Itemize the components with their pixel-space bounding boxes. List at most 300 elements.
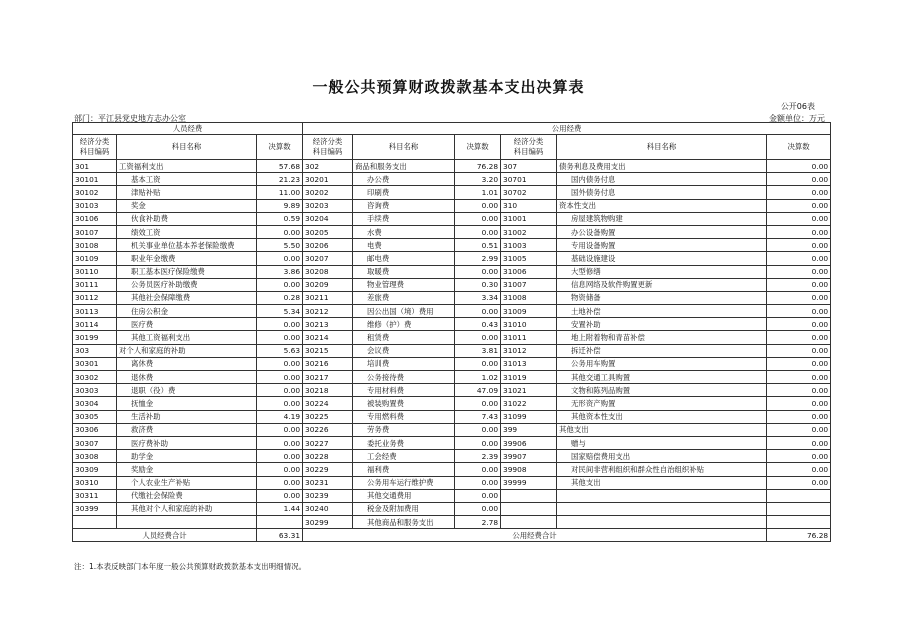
- col-code-header: 经济分类 科目编码: [303, 135, 353, 160]
- public-name-cell: 国内债务付息: [557, 173, 767, 186]
- public-name-cell: 安置补助: [557, 318, 767, 331]
- public-amount-cell: 0.00: [767, 436, 831, 449]
- public-name-cell: 差旅费: [353, 291, 455, 304]
- personnel-name-cell: 医疗费: [117, 318, 257, 331]
- public-amount-cell: 47.09: [455, 384, 501, 397]
- unit-label: 金额单位：万元: [769, 114, 825, 123]
- personnel-name-cell: 离休费: [117, 357, 257, 370]
- personnel-code-cell: 30102: [73, 186, 117, 199]
- personnel-code-cell: 30114: [73, 318, 117, 331]
- public-code-cell: 39999: [501, 476, 557, 489]
- public-code-cell: 30208: [303, 265, 353, 278]
- public-amount-cell: 0.00: [767, 239, 831, 252]
- public-total-amount: 76.28: [767, 529, 831, 542]
- public-code-cell: 30214: [303, 331, 353, 344]
- personnel-amount-cell: [257, 516, 303, 529]
- personnel-code-cell: 30311: [73, 489, 117, 502]
- public-code-cell: 39907: [501, 450, 557, 463]
- public-amount-cell: 0.00: [767, 318, 831, 331]
- personnel-name-cell: 绩效工资: [117, 225, 257, 238]
- public-name-cell: 水费: [353, 225, 455, 238]
- public-amount-cell: 0.00: [455, 502, 501, 515]
- personnel-amount-cell: 5.63: [257, 344, 303, 357]
- table-row: [73, 212, 831, 225]
- public-code-cell: 39908: [501, 463, 557, 476]
- personnel-amount-cell: 9.89: [257, 199, 303, 212]
- public-name-cell: 税金及附加费用: [353, 502, 455, 515]
- public-amount-cell: 0.00: [455, 423, 501, 436]
- table-row: [73, 252, 831, 265]
- personnel-name-cell: 代缴社会保险费: [117, 489, 257, 502]
- personnel-code-cell: 30112: [73, 291, 117, 304]
- personnel-code-cell: 30307: [73, 436, 117, 449]
- public-code-cell: [501, 502, 557, 515]
- public-amount-cell: 0.00: [455, 476, 501, 489]
- public-amount-cell: 0.30: [455, 278, 501, 291]
- public-amount-cell: 0.00: [455, 436, 501, 449]
- personnel-name-cell: 其他工资福利支出: [117, 331, 257, 344]
- public-name-cell: 取暖费: [353, 265, 455, 278]
- personnel-amount-cell: 0.00: [257, 463, 303, 476]
- personnel-name-cell: 抚恤金: [117, 397, 257, 410]
- public-amount-cell: 0.00: [767, 450, 831, 463]
- personnel-total-label: 人员经费合计: [73, 529, 257, 542]
- public-code-cell: 310: [501, 199, 557, 212]
- public-name-cell: 公务用车购置: [557, 357, 767, 370]
- public-code-cell: 30701: [501, 173, 557, 186]
- personnel-amount-cell: 0.00: [257, 225, 303, 238]
- public-code-cell: 31008: [501, 291, 557, 304]
- personnel-name-cell: 个人农业生产补贴: [117, 476, 257, 489]
- public-amount-cell: 0.00: [767, 291, 831, 304]
- table-row: [73, 305, 831, 318]
- public-amount-cell: 0.00: [767, 173, 831, 186]
- public-name-cell: 基础设施建设: [557, 252, 767, 265]
- public-amount-cell: 0.00: [767, 357, 831, 370]
- public-amount-cell: 0.00: [455, 225, 501, 238]
- public-name-cell: 其他支出: [557, 423, 767, 436]
- table-row: [73, 450, 831, 463]
- public-code-cell: 30216: [303, 357, 353, 370]
- personnel-code-cell: 30109: [73, 252, 117, 265]
- personnel-code-cell: 30113: [73, 305, 117, 318]
- public-amount-cell: 0.00: [767, 160, 831, 173]
- public-name-cell: 土地补偿: [557, 305, 767, 318]
- public-name-cell: 文物和陈列品购置: [557, 384, 767, 397]
- personnel-code-cell: 30304: [73, 397, 117, 410]
- personnel-code-cell: 30108: [73, 239, 117, 252]
- personnel-name-cell: 公务员医疗补助缴费: [117, 278, 257, 291]
- public-name-cell: 对民间非营利组织和群众性自治组织补贴: [557, 463, 767, 476]
- public-code-cell: 30207: [303, 252, 353, 265]
- public-code-cell: 30224: [303, 397, 353, 410]
- public-code-cell: 30202: [303, 186, 353, 199]
- personnel-group-header: 人员经费: [73, 123, 303, 135]
- public-amount-cell: 0.00: [767, 423, 831, 436]
- public-amount-cell: 0.00: [455, 265, 501, 278]
- public-amount-cell: 3.34: [455, 291, 501, 304]
- personnel-code-cell: 30310: [73, 476, 117, 489]
- public-code-cell: 31012: [501, 344, 557, 357]
- public-code-cell: 30215: [303, 344, 353, 357]
- public-code-cell: 31013: [501, 357, 557, 370]
- public-code-cell: 30229: [303, 463, 353, 476]
- personnel-code-cell: 30303: [73, 384, 117, 397]
- personnel-code-cell: 30399: [73, 502, 117, 515]
- public-code-cell: 39906: [501, 436, 557, 449]
- table-row: [73, 199, 831, 212]
- personnel-name-cell: 助学金: [117, 450, 257, 463]
- public-amount-cell: 1.02: [455, 371, 501, 384]
- public-amount-cell: 0.00: [455, 199, 501, 212]
- public-name-cell: 会议费: [353, 344, 455, 357]
- personnel-amount-cell: 0.00: [257, 384, 303, 397]
- public-name-cell: 公务接待费: [353, 371, 455, 384]
- public-name-cell: [557, 516, 767, 529]
- public-code-cell: 30240: [303, 502, 353, 515]
- personnel-code-cell: 30309: [73, 463, 117, 476]
- public-name-cell: 债务利息及费用支出: [557, 160, 767, 173]
- public-code-cell: 31011: [501, 331, 557, 344]
- public-amount-cell: 0.00: [767, 278, 831, 291]
- public-code-cell: 307: [501, 160, 557, 173]
- public-group-header: 公用经费: [303, 123, 831, 135]
- public-code-cell: 31021: [501, 384, 557, 397]
- public-code-cell: 30218: [303, 384, 353, 397]
- public-name-cell: 物业管理费: [353, 278, 455, 291]
- table-row: [73, 331, 831, 344]
- personnel-code-cell: 30106: [73, 212, 117, 225]
- personnel-amount-cell: 0.00: [257, 423, 303, 436]
- column-header-row: [73, 135, 831, 160]
- public-name-cell: 印刷费: [353, 186, 455, 199]
- public-amount-cell: 0.00: [767, 476, 831, 489]
- public-amount-cell: 0.00: [767, 212, 831, 225]
- personnel-name-cell: 其他社会保障缴费: [117, 291, 257, 304]
- personnel-name-cell: 退职（役）费: [117, 384, 257, 397]
- public-amount-cell: 0.00: [455, 212, 501, 225]
- public-code-cell: 31006: [501, 265, 557, 278]
- public-code-cell: 30204: [303, 212, 353, 225]
- public-name-cell: 资本性支出: [557, 199, 767, 212]
- table-row: [73, 436, 831, 449]
- public-amount-cell: 76.28: [455, 160, 501, 173]
- public-name-cell: 培训费: [353, 357, 455, 370]
- public-name-cell: 咨询费: [353, 199, 455, 212]
- public-name-cell: 电费: [353, 239, 455, 252]
- personnel-code-cell: 30301: [73, 357, 117, 370]
- personnel-name-cell: 其他对个人和家庭的补助: [117, 502, 257, 515]
- col-code-header: 经济分类 科目编码: [501, 135, 557, 160]
- personnel-amount-cell: 0.00: [257, 489, 303, 502]
- public-name-cell: 物资储备: [557, 291, 767, 304]
- table-row: [73, 516, 831, 529]
- public-amount-cell: 0.00: [455, 489, 501, 502]
- public-name-cell: 专用材料费: [353, 384, 455, 397]
- personnel-code-cell: 30305: [73, 410, 117, 423]
- table-row: [73, 318, 831, 331]
- public-code-cell: 30212: [303, 305, 353, 318]
- public-code-cell: 30203: [303, 199, 353, 212]
- public-code-cell: 302: [303, 160, 353, 173]
- public-code-cell: 31019: [501, 371, 557, 384]
- public-amount-cell: 2.99: [455, 252, 501, 265]
- public-amount-cell: 0.00: [455, 397, 501, 410]
- public-code-cell: 31010: [501, 318, 557, 331]
- public-code-cell: 30231: [303, 476, 353, 489]
- public-code-cell: 30299: [303, 516, 353, 529]
- col-name-header: 科目名称: [353, 135, 455, 160]
- public-code-cell: [501, 489, 557, 502]
- public-code-cell: 30226: [303, 423, 353, 436]
- personnel-name-cell: 奖励金: [117, 463, 257, 476]
- public-name-cell: 劳务费: [353, 423, 455, 436]
- public-name-cell: 工会经费: [353, 450, 455, 463]
- personnel-amount-cell: 11.00: [257, 186, 303, 199]
- public-total-label: 公用经费合计: [303, 529, 767, 542]
- public-name-cell: 国家赔偿费用支出: [557, 450, 767, 463]
- personnel-name-cell: 职业年金缴费: [117, 252, 257, 265]
- public-amount-cell: 0.00: [455, 331, 501, 344]
- col-name-header: 科目名称: [117, 135, 257, 160]
- public-amount-cell: 0.00: [767, 265, 831, 278]
- public-amount-cell: 0.00: [767, 331, 831, 344]
- table-row: [73, 423, 831, 436]
- personnel-amount-cell: 0.00: [257, 278, 303, 291]
- personnel-code-cell: 30306: [73, 423, 117, 436]
- public-name-cell: 专用设备购置: [557, 239, 767, 252]
- public-code-cell: 30239: [303, 489, 353, 502]
- public-name-cell: 商品和服务支出: [353, 160, 455, 173]
- personnel-name-cell: 职工基本医疗保险缴费: [117, 265, 257, 278]
- personnel-code-cell: 303: [73, 344, 117, 357]
- table-row: [73, 502, 831, 515]
- personnel-code-cell: 30103: [73, 199, 117, 212]
- public-name-cell: 专用燃料费: [353, 410, 455, 423]
- public-amount-cell: 0.00: [767, 225, 831, 238]
- public-amount-cell: 0.00: [767, 463, 831, 476]
- personnel-amount-cell: 21.23: [257, 173, 303, 186]
- public-name-cell: 地上附着物和青苗补偿: [557, 331, 767, 344]
- public-name-cell: 拆迁补偿: [557, 344, 767, 357]
- personnel-amount-cell: 0.00: [257, 476, 303, 489]
- public-amount-cell: 3.20: [455, 173, 501, 186]
- personnel-code-cell: [73, 516, 117, 529]
- public-code-cell: 31001: [501, 212, 557, 225]
- public-name-cell: 因公出国（境）费用: [353, 305, 455, 318]
- personnel-code-cell: 30111: [73, 278, 117, 291]
- public-amount-cell: 0.00: [767, 371, 831, 384]
- table-row: [73, 357, 831, 370]
- page-title: 一般公共预算财政拨款基本支出决算表: [312, 78, 585, 96]
- public-name-cell: 邮电费: [353, 252, 455, 265]
- public-amount-cell: 0.00: [767, 199, 831, 212]
- personnel-amount-cell: 0.00: [257, 397, 303, 410]
- personnel-name-cell: 医疗费补助: [117, 436, 257, 449]
- public-code-cell: 30209: [303, 278, 353, 291]
- public-amount-cell: 0.00: [455, 463, 501, 476]
- personnel-amount-cell: 0.00: [257, 371, 303, 384]
- public-code-cell: 399: [501, 423, 557, 436]
- personnel-code-cell: 30302: [73, 371, 117, 384]
- personnel-amount-cell: 0.00: [257, 318, 303, 331]
- public-code-cell: 30213: [303, 318, 353, 331]
- table-row: [73, 173, 831, 186]
- personnel-name-cell: 奖金: [117, 199, 257, 212]
- personnel-amount-cell: 0.28: [257, 291, 303, 304]
- table-row: [73, 463, 831, 476]
- public-name-cell: 其他商品和服务支出: [353, 516, 455, 529]
- public-code-cell: 31002: [501, 225, 557, 238]
- personnel-name-cell: [117, 516, 257, 529]
- table-row: [73, 186, 831, 199]
- public-name-cell: 其他交通费用: [353, 489, 455, 502]
- public-code-cell: 30228: [303, 450, 353, 463]
- public-name-cell: 其他资本性支出: [557, 410, 767, 423]
- personnel-code-cell: 30110: [73, 265, 117, 278]
- public-amount-cell: 0.00: [767, 397, 831, 410]
- public-name-cell: 房屋建筑物购建: [557, 212, 767, 225]
- public-name-cell: 办公设备购置: [557, 225, 767, 238]
- table-row: [73, 160, 831, 173]
- public-amount-cell: 0.00: [767, 344, 831, 357]
- footnote: 注：1.本表反映部门本年度一般公共预算财政拨款基本支出明细情况。: [74, 562, 307, 571]
- public-code-cell: 30702: [501, 186, 557, 199]
- table-row: [73, 489, 831, 502]
- public-amount-cell: [767, 489, 831, 502]
- public-name-cell: 国外债务付息: [557, 186, 767, 199]
- totals-row: [73, 529, 831, 542]
- personnel-name-cell: 生活补助: [117, 410, 257, 423]
- personnel-amount-cell: 0.00: [257, 252, 303, 265]
- public-name-cell: 其他交通工具购置: [557, 371, 767, 384]
- public-name-cell: 被装购置费: [353, 397, 455, 410]
- department-label: 部门：平江县党史地方志办公室: [74, 114, 186, 123]
- personnel-name-cell: 对个人和家庭的补助: [117, 344, 257, 357]
- public-name-cell: 大型修缮: [557, 265, 767, 278]
- personnel-total-amount: 63.31: [257, 529, 303, 542]
- public-name-cell: 公务用车运行维护费: [353, 476, 455, 489]
- public-amount-cell: 0.43: [455, 318, 501, 331]
- public-name-cell: 办公费: [353, 173, 455, 186]
- public-code-cell: 31099: [501, 410, 557, 423]
- public-code-cell: 30201: [303, 173, 353, 186]
- personnel-code-cell: 30199: [73, 331, 117, 344]
- personnel-code-cell: 301: [73, 160, 117, 173]
- table-row: [73, 384, 831, 397]
- personnel-name-cell: 基本工资: [117, 173, 257, 186]
- public-code-cell: 30205: [303, 225, 353, 238]
- public-amount-cell: [767, 516, 831, 529]
- personnel-name-cell: 退休费: [117, 371, 257, 384]
- public-code-cell: 30211: [303, 291, 353, 304]
- personnel-code-cell: 30308: [73, 450, 117, 463]
- public-name-cell: 维修（护）费: [353, 318, 455, 331]
- personnel-name-cell: 住房公积金: [117, 305, 257, 318]
- public-name-cell: 其他支出: [557, 476, 767, 489]
- group-header-row: [73, 123, 831, 135]
- table-row: [73, 476, 831, 489]
- table-row: [73, 291, 831, 304]
- public-name-cell: 委托业务费: [353, 436, 455, 449]
- personnel-amount-cell: 4.19: [257, 410, 303, 423]
- expenditure-table: [72, 122, 831, 542]
- table-row: [73, 225, 831, 238]
- public-name-cell: 手续费: [353, 212, 455, 225]
- public-name-cell: [557, 502, 767, 515]
- public-amount-cell: 0.00: [767, 186, 831, 199]
- personnel-amount-cell: 5.50: [257, 239, 303, 252]
- public-amount-cell: 1.01: [455, 186, 501, 199]
- table-row: [73, 397, 831, 410]
- table-row: [73, 410, 831, 423]
- public-name-cell: 租赁费: [353, 331, 455, 344]
- personnel-amount-cell: 0.59: [257, 212, 303, 225]
- personnel-code-cell: 30107: [73, 225, 117, 238]
- public-amount-cell: [767, 502, 831, 515]
- personnel-amount-cell: 0.00: [257, 331, 303, 344]
- public-code-cell: 31003: [501, 239, 557, 252]
- public-code-cell: 31005: [501, 252, 557, 265]
- personnel-code-cell: 30101: [73, 173, 117, 186]
- public-code-cell: 30206: [303, 239, 353, 252]
- public-code-cell: 30225: [303, 410, 353, 423]
- public-amount-cell: 0.00: [767, 384, 831, 397]
- personnel-name-cell: 工资福利支出: [117, 160, 257, 173]
- public-name-cell: [557, 489, 767, 502]
- public-name-cell: 福利费: [353, 463, 455, 476]
- public-amount-cell: 2.39: [455, 450, 501, 463]
- public-amount-cell: 3.81: [455, 344, 501, 357]
- personnel-name-cell: 津贴补贴: [117, 186, 257, 199]
- personnel-amount-cell: 3.86: [257, 265, 303, 278]
- table-row: [73, 371, 831, 384]
- public-code-cell: 30217: [303, 371, 353, 384]
- public-amount-cell: 0.00: [767, 305, 831, 318]
- personnel-amount-cell: 0.00: [257, 357, 303, 370]
- public-amount-cell: 0.00: [455, 357, 501, 370]
- personnel-amount-cell: 0.00: [257, 450, 303, 463]
- personnel-amount-cell: 0.00: [257, 436, 303, 449]
- public-code-cell: [501, 516, 557, 529]
- personnel-amount-cell: 57.68: [257, 160, 303, 173]
- col-name-header: 科目名称: [557, 135, 767, 160]
- form-number: 公开06表: [780, 102, 815, 111]
- public-amount-cell: 7.43: [455, 410, 501, 423]
- public-amount-cell: 0.00: [767, 410, 831, 423]
- public-name-cell: 无形资产购置: [557, 397, 767, 410]
- col-amount-header: 决算数: [455, 135, 501, 160]
- table-row: [73, 239, 831, 252]
- public-amount-cell: 0.00: [455, 305, 501, 318]
- public-code-cell: 31009: [501, 305, 557, 318]
- table-row: [73, 278, 831, 291]
- personnel-name-cell: 救济费: [117, 423, 257, 436]
- col-amount-header: 决算数: [767, 135, 831, 160]
- table-row: [73, 344, 831, 357]
- public-amount-cell: 2.78: [455, 516, 501, 529]
- personnel-name-cell: 机关事业单位基本养老保险缴费: [117, 239, 257, 252]
- public-amount-cell: 0.00: [767, 252, 831, 265]
- table-row: [73, 265, 831, 278]
- col-amount-header: 决算数: [257, 135, 303, 160]
- public-code-cell: 31022: [501, 397, 557, 410]
- personnel-amount-cell: 5.34: [257, 305, 303, 318]
- personnel-name-cell: 伙食补助费: [117, 212, 257, 225]
- personnel-amount-cell: 1.44: [257, 502, 303, 515]
- col-code-header: 经济分类 科目编码: [73, 135, 117, 160]
- public-code-cell: 31007: [501, 278, 557, 291]
